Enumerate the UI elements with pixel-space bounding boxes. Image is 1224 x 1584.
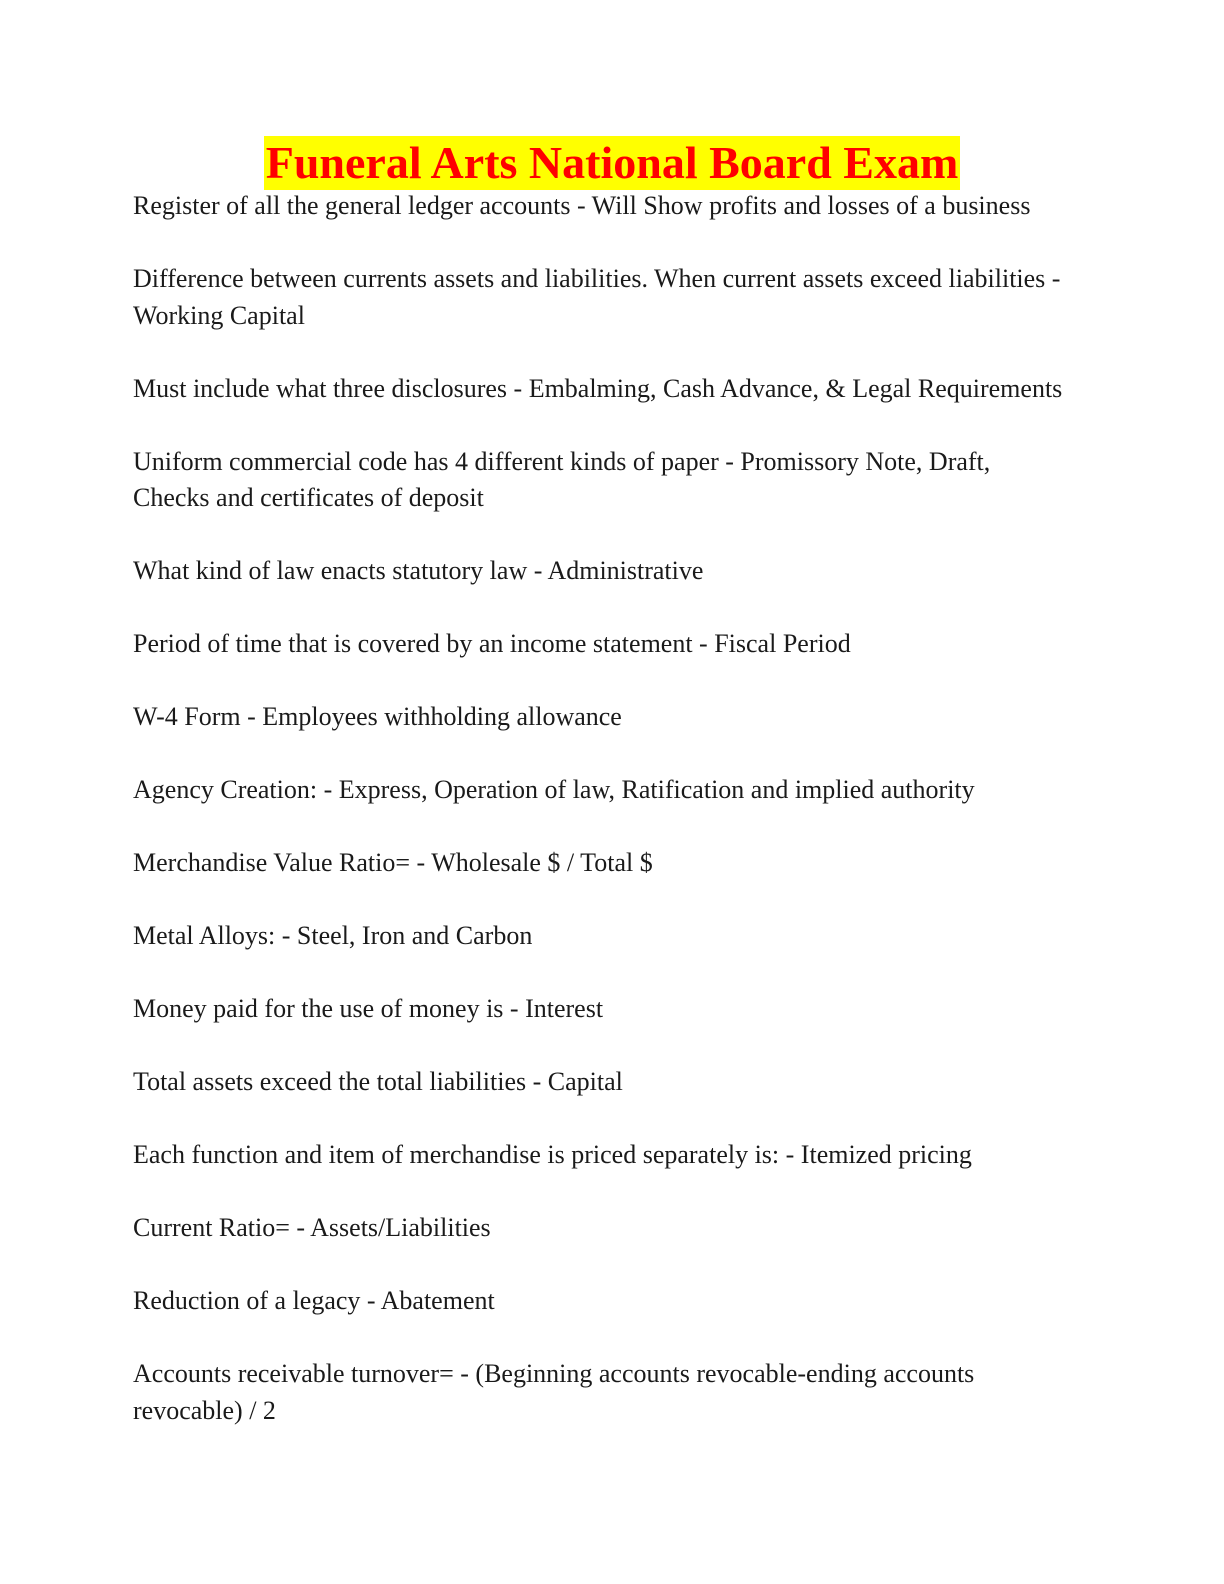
page-title: Funeral Arts National Board Exam [265,137,959,188]
entry: Difference between currents assets and liabilities. When current assets exceed liabilities - Working Capital [133,264,1061,330]
entry-list [133,188,1073,1466]
entry: Metal Alloys: - Steel, Iron and Carbon [133,921,533,950]
entry: Register of all the general ledger accounts - Will Show profits and losses of a business [133,191,1031,220]
entry: Merchandise Value Ratio= - Wholesale $ / Total $ [133,848,653,877]
entry: What kind of law enacts statutory law - Administrative [133,556,704,585]
entry: Must include what three disclosures - Embalming, Cash Advance, & Legal Requirements [133,373,1063,403]
entry: Period of time that is covered by an income statement - Fiscal Period [133,629,851,658]
entry: Uniform commercial code has 4 different kinds of paper - Promissory Note, Draft, Checks and certificates of deposit [133,446,991,512]
entry: Total assets exceed the total liabilities - Capital [133,1067,623,1096]
entry: Agency Creation: - Express, Operation of law, Ratification and implied authority [133,775,975,804]
entry: Current Ratio= - Assets/Liabilities [133,1213,491,1242]
entry: W-4 Form - Employees withholding allowance [133,702,622,731]
entry: Each function and item of merchandise is priced separately is: - Itemized pricing [133,1140,972,1169]
title-container [0,136,1224,190]
entry: Reduction of a legacy - Abatement [133,1286,495,1315]
entry: Accounts receivable turnover= - (Beginning accounts revocable-ending accounts revocable) / 2 [133,1359,975,1425]
entry: Money paid for the use of money is - Interest [133,994,604,1023]
